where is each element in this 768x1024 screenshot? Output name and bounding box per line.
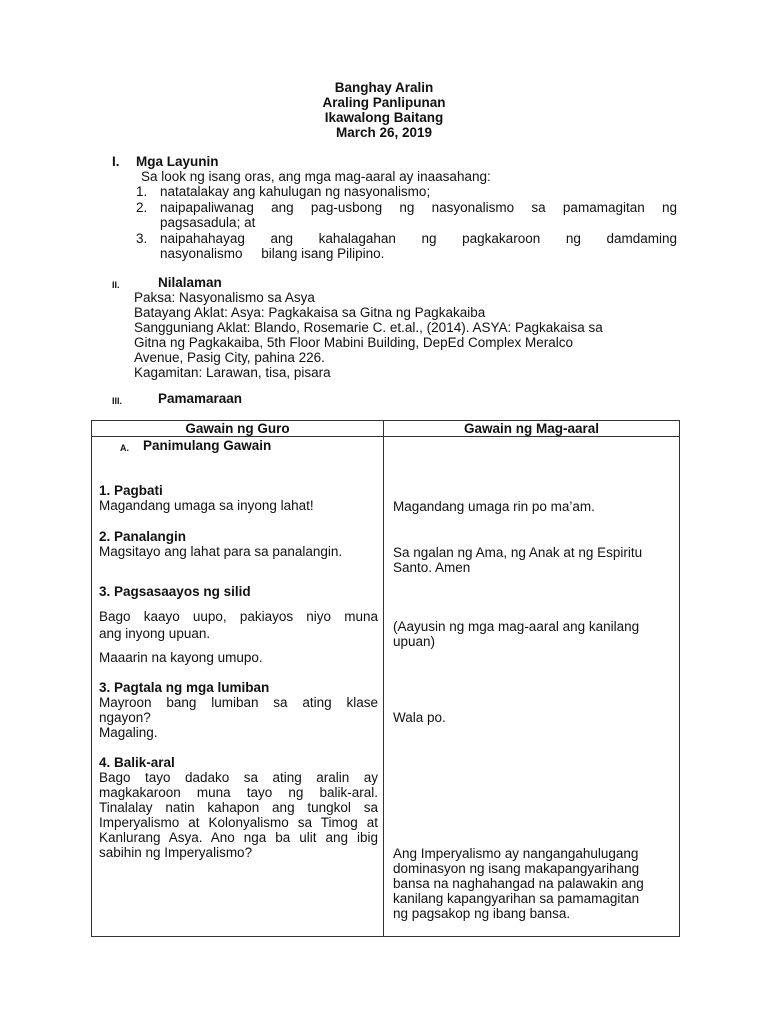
student-panalangin-line1: Sa ngalan ng Ama, ng Anak at ng Espiritu bbox=[393, 545, 643, 560]
content-topic: Paksa: Nasyonalismo sa Asya bbox=[134, 290, 315, 305]
balik-aral-line: magkakaroon muna tayo ng balik-aral. bbox=[99, 785, 378, 800]
lumiban-line1: Mayroon bang lumiban sa ating klase bbox=[99, 695, 378, 710]
balik-aral-line: Bago tayo dadako sa ating aralin ay bbox=[99, 770, 378, 785]
balik-aral-line: Imperyalismo at Kolonyalismo sa Timog at bbox=[99, 815, 378, 830]
student-silid-line1: (Aayusin ng mga mag-aaral ang kanilang bbox=[393, 619, 640, 634]
teacher-activities-cell bbox=[92, 437, 384, 937]
balik-aral-line: sabihin ng Imperyalismo? bbox=[99, 845, 253, 860]
objective-3-line2: nasyonalismo bilang isang Pilipino. bbox=[160, 246, 385, 261]
silid-line2: ang inyong upuan. bbox=[99, 626, 211, 641]
content-reference-line1: Sangguniang Aklat: Blando, Rosemarie C. et.al., (2014). ASYA: Pagkakaisa sa bbox=[134, 320, 603, 335]
student-pagbati-response: Magandang umaga rin po ma’am. bbox=[393, 499, 595, 514]
section3-number: III. bbox=[112, 396, 123, 406]
student-panalangin-line2: Santo. Amen bbox=[393, 560, 471, 575]
section2-number: II. bbox=[112, 280, 120, 290]
panalangin-title: 2. Panalangin bbox=[99, 529, 187, 544]
procedure-table bbox=[91, 420, 680, 937]
content-reference-line2: Gitna ng Pagkakaiba, 5th Floor Mabini Building, DepEd Complex Meralco bbox=[134, 335, 573, 350]
student-balik-aral-line: bansa na naghahangad na palawakin ang bbox=[393, 876, 644, 891]
lumiban-line2: ngayon? bbox=[99, 710, 151, 725]
student-balik-aral-line: ng pagsakop ng ibang bansa. bbox=[393, 906, 571, 921]
content-reference-line3: Avenue, Pasig City, pahina 226. bbox=[134, 350, 325, 365]
section3-title: Pamamaraan bbox=[158, 391, 243, 406]
objective-3-line1: naipahahayag ang kahalagahan ng pagkakaroon ng damdaming bbox=[160, 231, 677, 246]
student-activities-cell bbox=[384, 437, 680, 937]
objective-1-number: 1. bbox=[136, 184, 148, 199]
student-balik-aral-line: Ang Imperyalismo ay nangangahulugang bbox=[393, 846, 639, 861]
student-silid-line2: upuan) bbox=[393, 634, 436, 649]
objective-2-line2: pagsasadula; at bbox=[160, 215, 256, 230]
silid-title: 3. Pagsasaayos ng silid bbox=[99, 584, 251, 599]
doc-date: March 26, 2019 bbox=[335, 125, 433, 140]
section1-title: Mga Layunin bbox=[136, 154, 219, 169]
objective-1-text: natatalakay ang kahulugan ng nasyonalismo; bbox=[160, 184, 431, 199]
section2-title: Nilalaman bbox=[158, 275, 222, 290]
content-textbook: Batayang Aklat: Asya: Pagkakaisa sa Gitna ng Pagkakaiba bbox=[134, 305, 486, 320]
balik-aral-line: Kanlurang Asya. Ano nga ba ulit ang ibig bbox=[99, 830, 378, 845]
balik-aral-title: 4. Balik-aral bbox=[99, 755, 175, 770]
panalangin-text: Magsitayo ang lahat para sa panalangin. bbox=[99, 544, 343, 559]
lumiban-line3: Magaling. bbox=[99, 725, 158, 740]
student-balik-aral-line: dominasyon ng isang makapangyarihang bbox=[393, 861, 640, 876]
subsection-a-number: A. bbox=[120, 443, 129, 453]
section1-intro: Sa look ng isang oras, ang mga mag-aaral ay inaasahang: bbox=[141, 169, 491, 184]
pagbati-title: 1. Pagbati bbox=[99, 483, 163, 498]
doc-grade: Ikawalong Baitang bbox=[324, 110, 444, 125]
pagbati-text: Magandang umaga sa inyong lahat! bbox=[99, 498, 314, 513]
doc-subject: Araling Panlipunan bbox=[322, 95, 446, 110]
subsection-a-title: Panimulang Gawain bbox=[143, 438, 272, 453]
silid-line3: Maaarin na kayong umupo. bbox=[99, 650, 263, 665]
doc-title: Banghay Aralin bbox=[334, 80, 434, 95]
student-balik-aral-line: kanilang kapangyarihan sa pamamagitan bbox=[393, 891, 640, 906]
student-column-header: Gawain ng Mag-aaral bbox=[384, 421, 680, 437]
balik-aral-line: Tinalalay natin kahapon ang tungkol sa bbox=[99, 800, 378, 815]
objective-2-line1: naipapaliwanag ang pag-usbong ng nasyonalismo sa pamamagitan ng bbox=[160, 200, 677, 215]
teacher-column-header: Gawain ng Guro bbox=[92, 421, 384, 437]
lumiban-title: 3. Pagtala ng mga lumiban bbox=[99, 680, 270, 695]
content-materials: Kagamitan: Larawan, tisa, pisara bbox=[134, 365, 331, 380]
objective-2-number: 2. bbox=[136, 200, 148, 215]
section1-number: I. bbox=[112, 154, 120, 169]
silid-line1: Bago kaayo uupo, pakiayos niyo muna bbox=[99, 609, 378, 624]
student-lumiban-response: Wala po. bbox=[393, 710, 446, 725]
objective-3-number: 3. bbox=[136, 231, 148, 246]
